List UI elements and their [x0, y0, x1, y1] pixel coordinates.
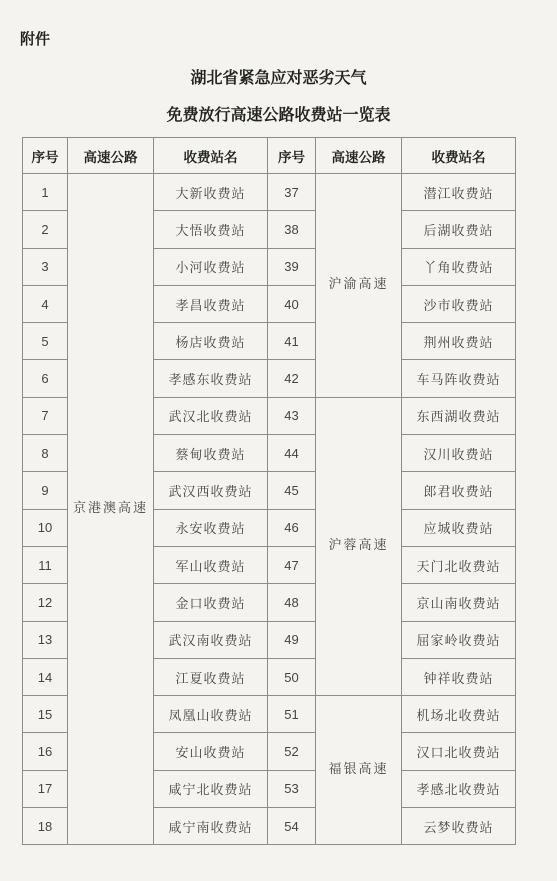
column-header: 高速公路	[68, 138, 154, 174]
row-number: 43	[268, 397, 316, 434]
table-header-row	[23, 138, 516, 174]
station-name: 潜江收费站	[402, 174, 516, 211]
highway-name: 沪渝高速	[316, 174, 402, 398]
row-number: 7	[23, 397, 68, 434]
page-title-line2: 免费放行高速公路收费站一览表	[166, 105, 391, 124]
station-name: 屈家岭收费站	[402, 621, 516, 658]
column-header: 序号	[23, 138, 68, 174]
row-number: 14	[23, 658, 68, 695]
station-name: 杨店收费站	[154, 323, 268, 360]
row-number: 53	[268, 770, 316, 807]
table-row	[23, 174, 516, 211]
row-number: 40	[268, 285, 316, 322]
row-number: 54	[268, 808, 316, 845]
column-header: 收费站名	[402, 138, 516, 174]
row-number: 37	[268, 174, 316, 211]
station-name: 孝感东收费站	[154, 360, 268, 397]
column-header: 收费站名	[154, 138, 268, 174]
station-name: 荆州收费站	[402, 323, 516, 360]
row-number: 39	[268, 248, 316, 285]
station-name: 汉川收费站	[402, 435, 516, 472]
station-name: 蔡甸收费站	[154, 435, 268, 472]
row-number: 51	[268, 696, 316, 733]
row-number: 9	[23, 472, 68, 509]
station-name: 机场北收费站	[402, 696, 516, 733]
station-name: 汉口北收费站	[402, 733, 516, 770]
highway-name: 京港澳高速	[68, 174, 154, 845]
row-number: 3	[23, 248, 68, 285]
row-number: 8	[23, 435, 68, 472]
station-name: 小河收费站	[154, 248, 268, 285]
column-header: 序号	[268, 138, 316, 174]
station-name: 郎君收费站	[402, 472, 516, 509]
highway-name: 沪蓉高速	[316, 397, 402, 695]
station-name: 云梦收费站	[402, 808, 516, 845]
highway-name: 福银高速	[316, 696, 402, 845]
toll-station-table	[22, 137, 516, 845]
station-name: 天门北收费站	[402, 546, 516, 583]
station-name: 京山南收费站	[402, 584, 516, 621]
station-name: 孝感北收费站	[402, 770, 516, 807]
station-name: 沙市收费站	[402, 285, 516, 322]
row-number: 4	[23, 285, 68, 322]
row-number: 10	[23, 509, 68, 546]
row-number: 18	[23, 808, 68, 845]
station-name: 武汉南收费站	[154, 621, 268, 658]
row-number: 46	[268, 509, 316, 546]
station-name: 咸宁南收费站	[154, 808, 268, 845]
row-number: 13	[23, 621, 68, 658]
station-name: 大新收费站	[154, 174, 268, 211]
station-name: 安山收费站	[154, 733, 268, 770]
row-number: 12	[23, 584, 68, 621]
row-number: 5	[23, 323, 68, 360]
row-number: 6	[23, 360, 68, 397]
station-name: 应城收费站	[402, 509, 516, 546]
row-number: 48	[268, 584, 316, 621]
row-number: 17	[23, 770, 68, 807]
row-number: 38	[268, 211, 316, 248]
row-number: 42	[268, 360, 316, 397]
row-number: 11	[23, 546, 68, 583]
row-number: 50	[268, 658, 316, 695]
station-name: 大悟收费站	[154, 211, 268, 248]
row-number: 45	[268, 472, 316, 509]
column-header: 高速公路	[316, 138, 402, 174]
row-number: 49	[268, 621, 316, 658]
station-name: 孝昌收费站	[154, 285, 268, 322]
row-number: 44	[268, 435, 316, 472]
station-name: 永安收费站	[154, 509, 268, 546]
page-title-line1: 湖北省紧急应对恶劣天气	[190, 68, 367, 87]
row-number: 16	[23, 733, 68, 770]
station-name: 凤凰山收费站	[154, 696, 268, 733]
station-name: 丫角收费站	[402, 248, 516, 285]
row-number: 52	[268, 733, 316, 770]
station-name: 江夏收费站	[154, 658, 268, 695]
attachment-label: 附件	[20, 30, 51, 48]
row-number: 41	[268, 323, 316, 360]
station-name: 车马阵收费站	[402, 360, 516, 397]
row-number: 15	[23, 696, 68, 733]
station-name: 武汉北收费站	[154, 397, 268, 434]
row-number: 1	[23, 174, 68, 211]
row-number: 47	[268, 546, 316, 583]
station-name: 后湖收费站	[402, 211, 516, 248]
row-number: 2	[23, 211, 68, 248]
station-name: 军山收费站	[154, 546, 268, 583]
station-name: 钟祥收费站	[402, 658, 516, 695]
station-name: 金口收费站	[154, 584, 268, 621]
station-name: 咸宁北收费站	[154, 770, 268, 807]
station-name: 武汉西收费站	[154, 472, 268, 509]
station-name: 东西湖收费站	[402, 397, 516, 434]
